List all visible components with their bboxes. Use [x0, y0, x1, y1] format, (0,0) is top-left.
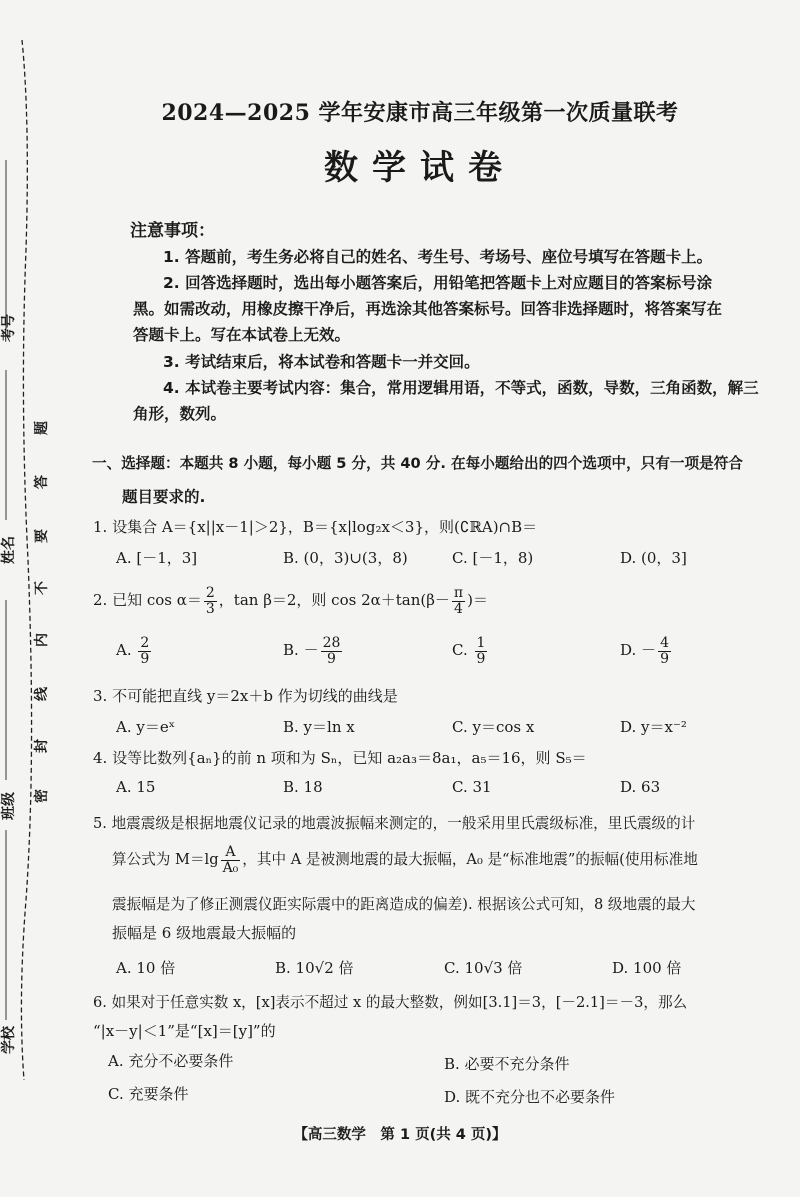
question-6-option-c: C. 充要条件	[108, 1085, 189, 1103]
question-5-text: 算公式为 M＝lg	[112, 851, 219, 868]
side-label-name: 姓名	[1, 536, 17, 564]
notice-line: 角形，数列。	[133, 405, 227, 423]
fraction-denominator: 3	[205, 600, 215, 617]
question-2-option-b	[283, 636, 344, 666]
notice-line: 2. 回答选择题时，选出每小题答案后，用铅笔把答题卡上对应题目的答案标号涂	[163, 274, 713, 292]
question-5-line: 5. 地震震级是根据地震仪记录的地震波振幅来测定的，一般采用里氏震级标准，里氏震级的计	[93, 815, 696, 832]
question-1-option-b: B. (0，3)∪(3，8)	[283, 549, 408, 567]
fraction	[204, 586, 217, 616]
seal-char: 不	[34, 581, 50, 595]
question-3-stem: 3. 不可能把直线 y＝2x＋b 作为切线的曲线是	[93, 687, 398, 705]
seal-char: 要	[34, 529, 50, 543]
question-2-text: 2. 已知 cos α＝	[93, 591, 202, 609]
seal-char: 答	[34, 475, 50, 489]
question-3-option-d: D. y＝x⁻²	[620, 718, 687, 736]
question-5-line: 振幅是 6 级地震最大振幅的	[112, 924, 297, 942]
option-label: D.	[620, 641, 637, 660]
section-heading-cont: 题目要求的.	[122, 488, 206, 506]
page-footer: 【高三数学 第 1 页(共 4 页)】	[293, 1127, 507, 1143]
question-4-option-d: D. 63	[620, 778, 661, 796]
seal-char: 密	[34, 789, 50, 803]
question-4-option-b: B. 18	[283, 778, 323, 796]
question-2-option-d	[620, 636, 673, 666]
notice-heading: 注意事项：	[130, 221, 215, 241]
option-sign: －	[303, 641, 319, 660]
question-2-option-a	[116, 636, 153, 666]
fraction	[658, 636, 671, 666]
fraction-numerator: 4	[660, 635, 669, 651]
notice-line: 黑。如需改动，用橡皮擦干净后，再选涂其他答案标号。回答非选择题时，将答案写在	[133, 300, 723, 318]
question-5-text: ，其中 A 是被测地震的最大振幅，A₀ 是“标准地震”的振幅(使用标准地	[242, 851, 698, 868]
question-2-option-c	[452, 636, 489, 666]
question-2-text: )＝	[467, 591, 488, 609]
seal-char: 封	[34, 739, 50, 753]
question-5-option-b: B. 10√2 倍	[275, 959, 354, 977]
fraction	[221, 845, 241, 875]
question-6-line: “|x－y|＜1”是“[x]＝[y]”的	[93, 1022, 276, 1040]
question-5-option-a: A. 10 倍	[116, 959, 176, 977]
side-label-school: 学校	[1, 1026, 17, 1054]
fraction-denominator: 4	[454, 600, 463, 617]
question-1-stem: 1. 设集合 A＝{x||x－1|＞2}，B＝{x|log₂x＜3}，则(∁ℝA)∩B＝	[93, 518, 538, 536]
exam-subject-title: 数学试卷	[324, 148, 516, 188]
question-4-stem: 4. 设等比数列{aₙ}的前 n 项和为 Sₙ，已知 a₂a₃＝8a₁，a₅＝16，则 S₅＝	[93, 749, 587, 767]
option-label: B.	[283, 641, 299, 660]
seal-char: 题	[34, 421, 50, 435]
fraction-numerator: A	[221, 845, 241, 861]
question-6-line: 6. 如果对于任意实数 x，[x]表示不超过 x 的最大整数，例如[3.1]＝3，[－2.1]＝－3，那么	[93, 994, 688, 1011]
section-heading: 一、选择题：本题共 8 小题，每小题 5 分，共 40 分. 在每小题给出的四个选项中，只有一项是符合	[92, 455, 743, 472]
option-sign: －	[641, 641, 657, 660]
question-6-option-a: A. 充分不必要条件	[108, 1052, 234, 1070]
fraction-numerator: 28	[322, 635, 341, 651]
question-5-formula-line	[112, 840, 698, 880]
question-1-option-d: D. (0，3]	[620, 549, 687, 567]
question-5-option-d: D. 100 倍	[612, 959, 682, 977]
option-label: A.	[116, 641, 132, 660]
side-label-kaohao: 考号	[1, 314, 17, 342]
exam-title: 2024—2025 学年安康市高三年级第一次质量联考	[161, 100, 679, 126]
question-4-option-c: C. 31	[452, 778, 492, 796]
fraction-denominator: 9	[660, 650, 669, 667]
question-3-option-a: A. y＝eˣ	[116, 718, 176, 736]
seal-char: 线	[34, 687, 50, 701]
fraction	[321, 636, 343, 666]
question-5-option-c: C. 10√3 倍	[444, 959, 523, 977]
question-4-option-a: A. 15	[116, 778, 156, 796]
fraction-numerator: 2	[205, 584, 215, 601]
side-label-class: 班级	[1, 792, 17, 820]
fraction-denominator: 9	[327, 650, 336, 667]
notice-line: 4. 本试卷主要考试内容：集合，常用逻辑用语，不等式，函数，导数，三角函数，解三	[163, 379, 759, 397]
seal-char: 内	[34, 633, 50, 647]
question-3-option-c: C. y＝cos x	[452, 718, 535, 736]
fraction-numerator: 1	[476, 635, 486, 651]
notice-line: 1. 答题前，考生务必将自己的姓名、考生号、考场号、座位号填写在答题卡上。	[163, 248, 713, 266]
fraction-numerator: 2	[140, 635, 150, 651]
question-1-option-a: A. [－1，3]	[116, 549, 198, 567]
question-5-line: 震振幅是为了修正测震仪距实际震中的距离造成的偏差). 根据该公式可知，8 级地震的最大	[112, 896, 696, 913]
question-3-option-b: B. y＝ln x	[283, 718, 355, 736]
fraction	[138, 636, 151, 666]
question-2-text: ，tan β＝2，则 cos 2α＋tan(β－	[218, 591, 450, 609]
question-6-option-d: D. 既不充分也不必要条件	[444, 1088, 616, 1106]
fraction-numerator: π	[453, 584, 464, 601]
fraction	[452, 586, 465, 616]
notice-line: 答题卡上。写在本试卷上无效。	[133, 326, 351, 344]
option-label: C.	[452, 641, 468, 660]
fraction-denominator: 9	[476, 650, 486, 667]
notice-line: 3. 考试结束后，将本试卷和答题卡一并交回。	[163, 353, 480, 371]
question-1-option-c: C. [－1，8)	[452, 549, 534, 567]
question-2-stem	[93, 580, 488, 620]
fraction-denominator: A₀	[222, 859, 239, 876]
question-6-option-b: B. 必要不充分条件	[444, 1055, 570, 1073]
fraction	[475, 636, 488, 666]
fraction-denominator: 9	[140, 650, 150, 667]
